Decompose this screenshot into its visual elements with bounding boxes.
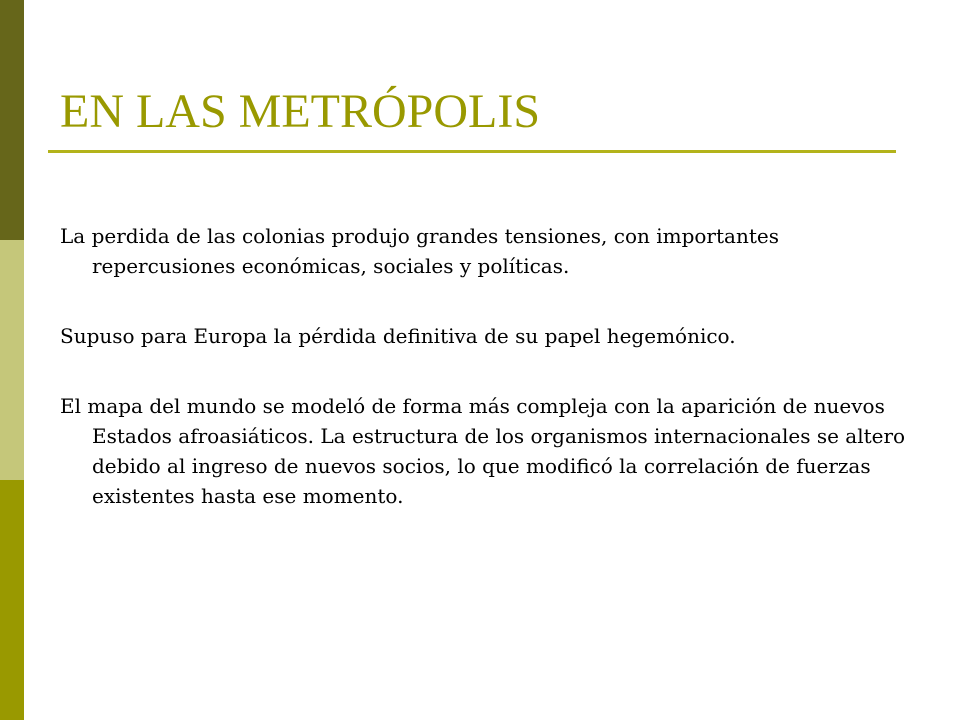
bullet-item-world-map: El mapa del mundo se modeló de forma más compleja con la aparición de nuevos Estados afroasiáticos. La estructura de los organismos internacionales se altero debido al ingreso de nuevos socios, lo que modificó la correlación de fuerzas existentes hasta ese momento. xyxy=(60,394,906,508)
side-bar-top xyxy=(0,0,24,240)
title-underline xyxy=(48,150,896,153)
bullet-item-europe: Supuso para Europa la pérdida definitiva de su papel hegemónico. xyxy=(60,324,736,348)
bullet-list xyxy=(60,221,910,551)
bullet-item-colonies: La perdida de las colonias produjo grandes tensiones, con importantes repercusiones económicas, sociales y políticas. xyxy=(60,224,779,278)
slide-title: EN LAS METRÓPOLIS xyxy=(60,85,541,138)
side-bar-middle xyxy=(0,240,24,480)
side-bar-bottom xyxy=(0,480,24,720)
